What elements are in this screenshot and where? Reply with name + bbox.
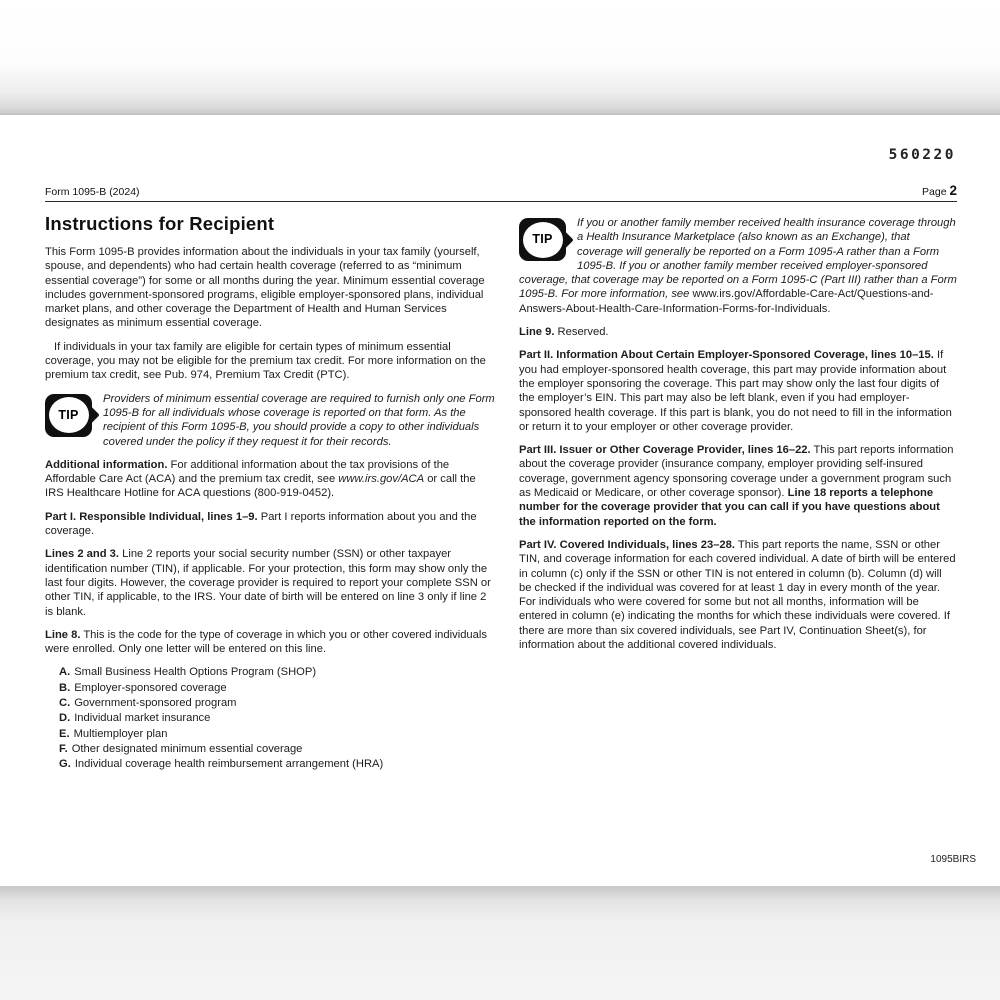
coverage-code-item: D. Individual market insurance [59,712,211,725]
tip-icon-label: TIP [523,222,563,258]
page-header [45,183,957,198]
lead-line8: Line 8. [45,628,81,641]
paragraph-part1: Part I. Responsible Individual, lines 1–9. Part I reports information about you and the coverage. [45,510,477,538]
lead-part4: Part IV. Covered Individuals, lines 23–28. [519,538,735,551]
tip-icon-label: TIP [49,397,89,433]
paragraph-intro: This Form 1095-B provides information about the individuals in your tax family (yourself, spouse, and dependents) who had certain health coverage (referred to as “minimum essential coverage”) for some or all months during the year. Minimum essential coverage includes government-sponsored programs, eligible employer-sponsored plans, individual market plans, and other coverage the Department of Health and Human Services designates as minimum essential coverage. [45,246,485,330]
form-id-label: Form 1095-B (2024) [45,186,140,198]
paragraph-lines-2-3: Lines 2 and 3. Line 2 reports your social security number (SSN) or other taxpayer identification number (TIN), if applicable. For your protection, this form may show only the last four digits. However, the coverage provider is required to report your complete SSN or other TIN, if applicable, to the IRS. Your date of birth will be entered on line 3 only if line 2 is blank. [45,548,491,618]
line18-bold-note: Line 18 reports a telephone number for the coverage provider that you can call if you have questions about the information reported on the form. [519,487,940,528]
lead-part3: Part III. Issuer or Other Coverage Provider, lines 16–22. [519,444,811,457]
form-page [0,115,1000,886]
coverage-code-item: A. Small Business Health Options Program (SHOP) [59,666,317,679]
paragraph-part3: Part III. Issuer or Other Coverage Provider, lines 16–22. This part reports information about the coverage provider (insurance company, employer providing self-insured coverage, government agency sponsoring coverage under a government program such as Medicaid or Medicare, or other coverage sponsor). Line 18 reports a telephone number for the coverage provider that you can call if you have questions about the information reported on the form. [519,444,954,528]
right-column [519,210,957,782]
paragraph-additional-info: Additional information. For additional information about the tax provisions of the Affordable Care Act (ACA) and the premium tax credit, see www.irs.gov/ACA or call the IRS Healthcare Hotline for ACA questions (800-919-0452). [45,458,476,500]
serial-number: 560220 [888,147,956,163]
lead-part2: Part II. Information About Certain Employer-Sponsored Coverage, lines 10–15. [519,349,934,362]
paragraph-line8: Line 8. This is the code for the type of coverage in which you or other covered individuals were enrolled. Only one letter will be entered on this line. [45,628,487,656]
coverage-code-item: C. Government-sponsored program [59,697,237,710]
tip-icon [519,218,566,261]
left-column [45,210,497,782]
coverage-code-list [59,665,497,772]
page-number: Page 2 [922,183,957,198]
irs-aca-link: www.irs.gov/ACA [338,473,425,486]
tip-icon [45,394,92,437]
coverage-code-item: G. Individual coverage health reimbursement arrangement (HRA) [59,758,384,771]
coverage-code-item: E. Multiemployer plan [59,727,168,740]
backdrop-bottom [0,886,1000,1000]
lead-additional-info: Additional information. [45,458,168,471]
tip-block-right [519,216,957,316]
lead-lines-2-3: Lines 2 and 3. [45,548,119,561]
header-divider [45,201,957,202]
backdrop-top [0,0,1000,115]
tip-text-left: Providers of minimum essential coverage are required to furnish only one Form 1095-B for all individuals whose coverage is reported on that form. As the recipient of this Form 1095-B, you should provide a copy to other individuals covered under the policy if they request it for their records. [103,392,495,448]
page-title: Instructions for Recipient [45,213,275,234]
coverage-code-item: F. Other designated minimum essential coverage [59,742,303,755]
paragraph-line9: Line 9. Reserved. [519,326,609,339]
paragraph-ptc: If individuals in your tax family are eligible for certain types of minimum essential coverage, you may not be eligible for the premium tax credit. For more information on the premium tax credit, see Pub. 974, Premium Tax Credit (PTC). [45,340,486,382]
lead-line9: Line 9. [519,326,555,339]
footer-form-code: 1095BIRS [930,854,976,865]
tip-block-left [45,392,497,449]
coverage-code-item: B. Employer-sponsored coverage [59,681,227,694]
two-column-layout [45,210,957,782]
lead-part1: Part I. Responsible Individual, lines 1–9. [45,510,258,523]
paragraph-part4: Part IV. Covered Individuals, lines 23–28. This part reports the name, SSN or other TIN, and coverage information for each covered individual. A date of birth will be entered in column (c) only if the SSN or other TIN is not entered in column (b). Column (d) will be checked if the individual was covered for at least 1 day in every month of the year. For individuals who were covered for some but not all months, information will be entered in column (e) indicating the months for which these individuals were covered. If there are more than six covered individuals, see Part IV, Continuation Sheet(s), for information about the additional covered individuals. [519,538,956,652]
tip-text-right: If you or another family member received health insurance coverage through a Health Insurance Marketplace (also known as an Exchange), that coverage will generally be reported on a Form 1095-A rather than a Form 1095-B. If you or another family member received employer-sponsored coverage, that coverage may be reported on a Form 1095-C (Part III) rather than a Form 1095-B. For more information, see [519,217,957,301]
paragraph-part2: Part II. Information About Certain Employer-Sponsored Coverage, lines 10–15. If you had employer-sponsored health coverage, this part may provide information about the employer sponsoring the coverage. This part may show only the last four digits of the employer’s EIN. This part may also be left blank, even if you had employer-sponsored health coverage. If this part is blank, you do not need to fill in the information or return it to your employer or other coverage provider. [519,349,952,433]
irs-qa-link: www.irs.gov/Affordable-Care-Act/Questions-and-Answers-About-Health-Care-Information-Forms-for-Individuals. [519,288,934,315]
